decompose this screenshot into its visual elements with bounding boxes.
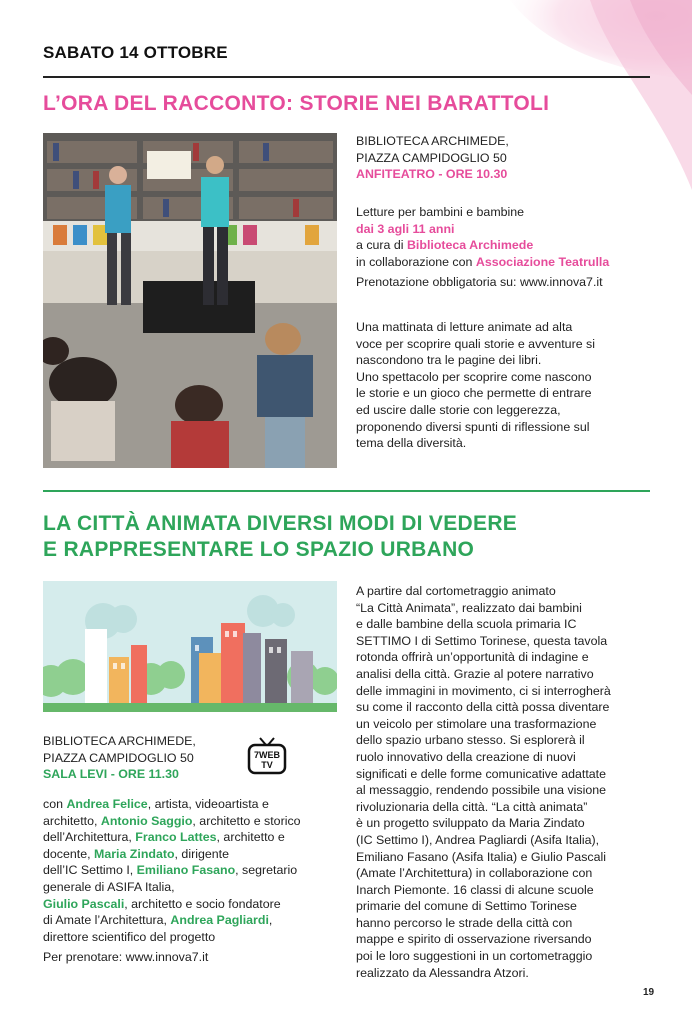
event-1-curated: a cura di Biblioteca Archimede [356, 238, 534, 253]
event-1-venue-line1: BIBLIOTECA ARCHIMEDE, [356, 134, 509, 148]
event-1-collab: in collaborazione con Associazione Teatrulla [356, 254, 610, 269]
event-1-booking: Prenotazione obbligatoria su: www.innova7.it [356, 275, 603, 290]
city-illustration [43, 581, 337, 712]
person-name: Andrea Pagliardi [170, 913, 269, 928]
desc-line: tema della diversità. [356, 436, 467, 451]
page-number: 19 [643, 987, 655, 998]
person-name: Giulio Pascali [43, 896, 125, 911]
event-2-booking: Per prenotare: www.innova7.it [43, 950, 209, 965]
event-1-venue-line2: PIAZZA CAMPIDOGLIO 50 [356, 150, 507, 165]
desc-line: ruolo innovativo della creazione di nuovi [356, 749, 576, 764]
desc-line: mappe e spirito di osservazione riversando [356, 932, 592, 947]
desc-line: poi le loro suggestioni in un cortometraggio [356, 949, 593, 964]
event-1-curator: Biblioteca Archimede [406, 238, 534, 253]
event-1-collaborator: Associazione Teatrulla [475, 254, 610, 269]
web-tv-logo [246, 734, 288, 776]
desc-line: hanno percorso le strade della città con [356, 915, 573, 930]
desc-line: SETTIMO I di Settimo Torinese, questa tavola [356, 633, 608, 648]
desc-line: nascondono tra le pagine dei libri. [356, 353, 542, 368]
divider [43, 76, 650, 78]
desc-line: (Amate l’Architettura) in collaborazione con [356, 866, 593, 881]
desc-line: proponendo diversi spunti di riflessione sul [356, 419, 590, 434]
desc-line: significati e delle forme comunicative adattate [356, 766, 607, 781]
event-2-credits: con Andrea Felice, artista, videoartista e architetto, Antonio Saggio, architetto e storico dell’Architettura, Franco Lattes, architetto e docente, Maria Zindato, dirigente dell’IC Settimo I, Emiliano Fasano, segretario generale di ASIFA Italia, Giulio Pascali, architetto e socio fondatore di Amate l’Architettura, Andrea Pagliardi, direttore scientifico del progetto Per prenotare: www.innova7.it [43, 796, 343, 966]
event-1-age: dai 3 agli 11 anni [356, 221, 455, 236]
person-name: Maria Zindato [94, 846, 175, 861]
desc-line: delle immagini in movimento, ci si interrogherà [356, 683, 611, 698]
logo-text-bottom: TV [261, 760, 273, 770]
desc-line: ed uscire dalle storie con leggerezza, [356, 402, 561, 417]
person-name: Andrea Felice [66, 797, 148, 811]
desc-line: Inarch Piemonte. 16 classi di alcune scuole [356, 882, 594, 897]
desc-line: e dalle bambine della scuola primaria IC [356, 617, 577, 632]
person-name: Franco Lattes [135, 830, 217, 845]
event-1-audience: Letture per bambini e bambine [356, 205, 525, 219]
event-2-venue-line2: PIAZZA CAMPIDOGLIO 50 [43, 750, 194, 765]
desc-line: su come il racconto della città possa diventare [356, 700, 610, 715]
event-2-room-time: SALA LEVI - ORE 11.30 [43, 767, 179, 782]
desc-line: realizzato da Alessandra Atzori. [356, 965, 529, 980]
event-2-title-line2: E RAPPRESENTARE LO SPAZIO URBANO [43, 538, 475, 561]
desc-line: analisi della città. Grazie al potere narrativo [356, 666, 594, 681]
day-heading: SABATO 14 OTTOBRE [43, 43, 228, 62]
desc-line: primarie del comune di Settimo Torinese [356, 899, 577, 914]
event-1-description [356, 319, 656, 452]
event-2-title [43, 511, 517, 563]
event-1-room-time: ANFITEATRO - ORE 10.30 [356, 167, 508, 182]
desc-line: Una mattinata di letture animate ad alta [356, 320, 573, 334]
person-name: Emiliano Fasano [136, 863, 236, 878]
desc-line: dello spazio urbano stesso. Si esplorerà il [356, 733, 585, 748]
desc-line: al messaggio, rendendo possibile una visione [356, 783, 607, 798]
event-2-venue-line1: BIBLIOTECA ARCHIMEDE, [43, 734, 196, 748]
desc-line: voce per scoprire quali storie e avventure si [356, 336, 595, 351]
desc-line: le storie e un gioco che permette di entrare [356, 386, 592, 401]
person-name: Antonio Saggio [100, 813, 193, 828]
event-2-info [43, 733, 343, 783]
desc-line: è un progetto sviluppato da Maria Zindato [356, 816, 585, 831]
logo-text-top: 7WEB [253, 750, 281, 760]
desc-line: (IC Settimo I), Andrea Pagliardi (Asifa Italia), [356, 832, 600, 847]
desc-line: “La Città Animata”, realizzato dai bambini [356, 600, 582, 615]
desc-line: Emiliano Fasano (Asifa Italia) e Giulio Pascali [356, 849, 606, 864]
event-1-photo [43, 133, 337, 468]
desc-line: rotonda offrirà un’opportunità di indagine e [356, 650, 589, 665]
desc-line: Uno spettacolo per scoprire come nascono [356, 369, 592, 384]
event-2-title-line1: LA CITTÀ ANIMATA DIVERSI MODI DI VEDERE [43, 512, 518, 535]
event-1-title: L’ORA DEL RACCONTO: STORIE NEI BARATTOLI [43, 92, 550, 115]
desc-line: A partire dal cortometraggio animato [356, 584, 556, 598]
desc-line: rivoluzionaria della città. “La città animata” [356, 799, 588, 814]
section-divider [43, 490, 650, 492]
desc-line: un veicolo per stimolare una trasformazione [356, 716, 597, 731]
event-2-description [356, 583, 656, 981]
event-1-details [356, 204, 656, 291]
event-1-info [356, 133, 656, 183]
